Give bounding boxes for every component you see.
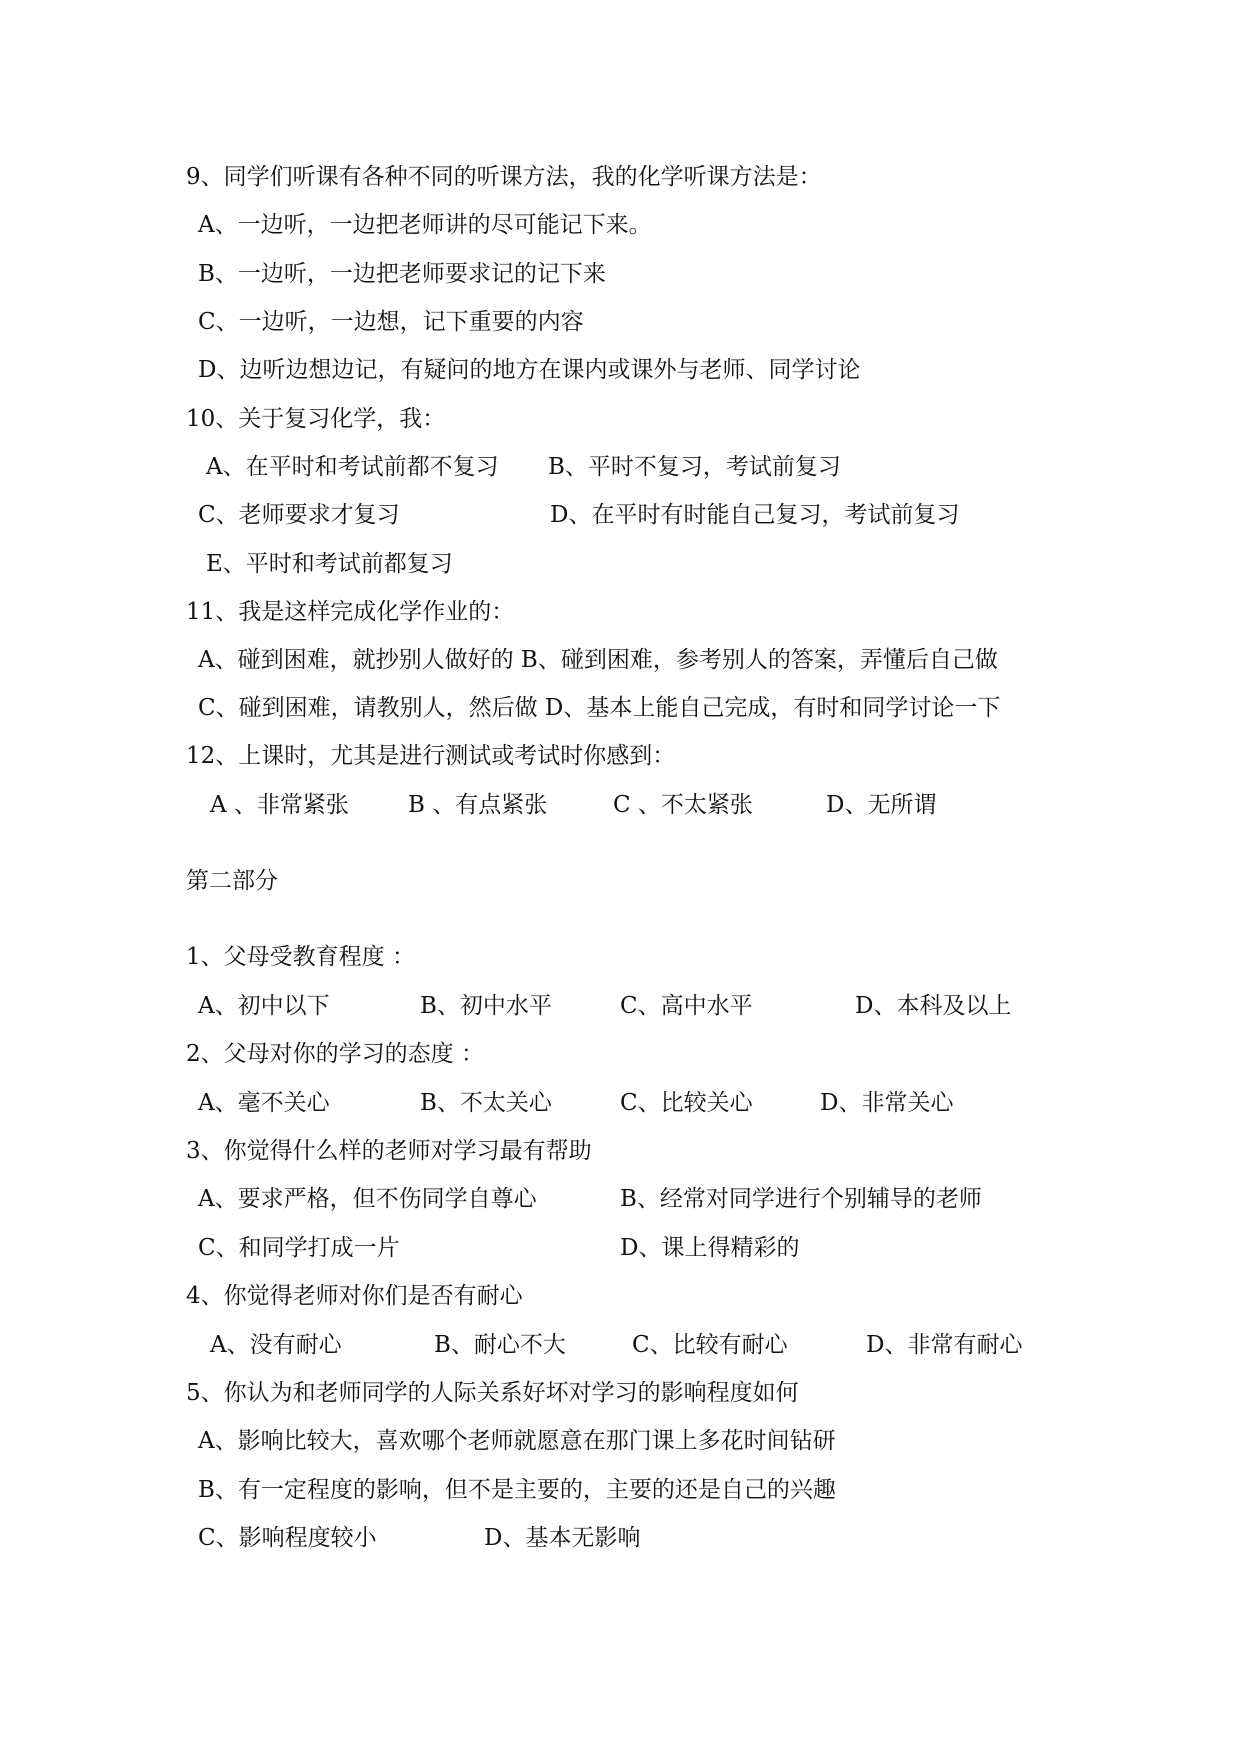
part2-question-1-option-b: B、初中水平 <box>420 993 552 1019</box>
part2-question-5-option-d: D、基本无影响 <box>484 1525 641 1551</box>
part2-question-4: 4、你觉得老师对你们是否有耐心 <box>186 1283 523 1309</box>
question-12-option-d: D、无所谓 <box>826 792 937 818</box>
part2-question-1-option-a: A、初中以下 <box>198 993 330 1019</box>
question-12-option-a: A 、非常紧张 <box>210 792 349 818</box>
part2-question-3: 3、你觉得什么样的老师对学习最有帮助 <box>186 1138 592 1164</box>
question-10: 10、关于复习化学，我： <box>186 406 446 432</box>
part2-question-5-option-b: B、有一定程度的影响，但不是主要的，主要的还是自己的兴趣 <box>198 1477 836 1503</box>
part2-question-5-option-c: C、影响程度较小 <box>198 1525 377 1551</box>
question-11-options-c-d: C、碰到困难，请教别人，然后做 D、基本上能自己完成，有时和同学讨论一下 <box>198 695 1001 721</box>
question-9-option-c: C、一边听，一边想，记下重要的内容 <box>198 309 584 335</box>
question-10-option-e: E、平时和考试前都复习 <box>206 551 453 577</box>
part2-question-2-option-c: C、比较关心 <box>620 1090 753 1116</box>
question-12: 12、上课时，尤其是进行测试或考试时你感到： <box>186 743 676 769</box>
question-12-option-b: B 、有点紧张 <box>408 792 548 818</box>
question-9: 9、同学们听课有各种不同的听课方法，我的化学听课方法是： <box>186 164 822 190</box>
question-10-option-c: C、老师要求才复习 <box>198 502 400 528</box>
section-heading: 第二部分 <box>186 868 278 894</box>
part2-question-2: 2、父母对你的学习的态度 ： <box>186 1041 484 1067</box>
question-9-option-d: D、边听边想边记，有疑问的地方在课内或课外与老师、同学讨论 <box>198 357 861 383</box>
part2-question-1-option-c: C、高中水平 <box>620 993 753 1019</box>
part2-question-3-option-d: D、课上得精彩的 <box>620 1235 800 1261</box>
part2-question-4-option-c: C、比较有耐心 <box>632 1332 788 1358</box>
question-9-option-a: A、一边听，一边把老师讲的尽可能记下来。 <box>198 212 652 238</box>
part2-question-1: 1、父母受教育程度 ： <box>186 944 415 970</box>
part2-question-4-option-b: B、耐心不大 <box>434 1332 566 1358</box>
part2-question-1-option-d: D、本科及以上 <box>855 993 1012 1019</box>
part2-question-5-option-a: A、影响比较大，喜欢哪个老师就愿意在那门课上多花时间钻研 <box>198 1428 836 1454</box>
part2-question-3-option-c: C、和同学打成一片 <box>198 1235 400 1261</box>
question-11-options-a-b: A、碰到困难，就抄别人做好的 B、碰到困难，参考别人的答案，弄懂后自己做 <box>198 647 998 673</box>
part2-question-5: 5、你认为和老师同学的人际关系好坏对学习的影响程度如何 <box>186 1380 799 1406</box>
part2-question-2-option-d: D、非常关心 <box>820 1090 954 1116</box>
question-12-option-c: C 、不太紧张 <box>613 792 753 818</box>
question-9-option-b: B、一边听，一边把老师要求记的记下来 <box>198 261 606 287</box>
question-10-option-a: A、在平时和考试前都不复习 <box>206 454 499 480</box>
part2-question-3-option-b: B、经常对同学进行个别辅导的老师 <box>620 1186 982 1212</box>
question-10-option-d: D、在平时有时能自己复习，考试前复习 <box>550 502 960 528</box>
question-11: 11、我是这样完成化学作业的： <box>186 599 515 625</box>
part2-question-4-option-a: A、没有耐心 <box>210 1332 342 1358</box>
question-10-option-b: B、平时不复习，考试前复习 <box>548 454 841 480</box>
part2-question-4-option-d: D、非常有耐心 <box>866 1332 1023 1358</box>
part2-question-2-option-b: B、不太关心 <box>420 1090 552 1116</box>
part2-question-3-option-a: A、要求严格，但不伤同学自尊心 <box>198 1186 537 1212</box>
part2-question-2-option-a: A、毫不关心 <box>198 1090 330 1116</box>
